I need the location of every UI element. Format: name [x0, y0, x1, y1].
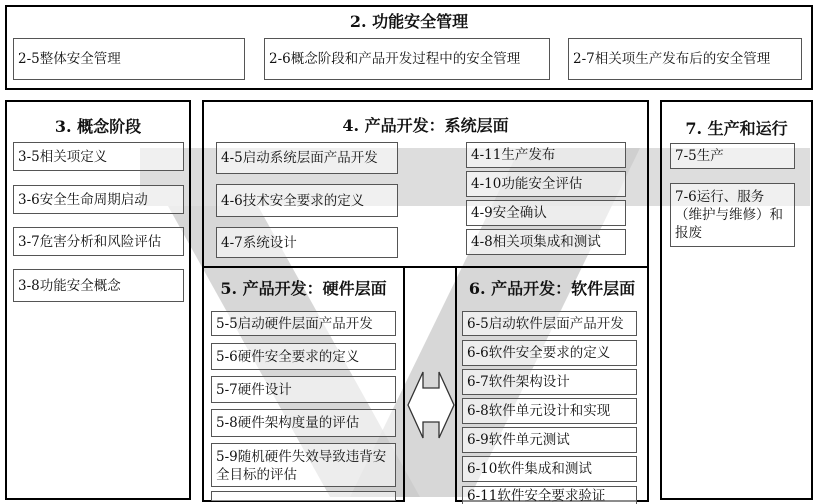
sec3-title: 3. 概念阶段 [54, 117, 142, 136]
sec4-right-item-1: 4-11生产发布 [466, 142, 626, 168]
sec2-item-overall: 2-5整体安全管理 [13, 38, 245, 80]
sec5-item-4: 5-8硬件架构度量的评估 [211, 409, 396, 437]
sec7-item-2: 7-6运行、服务（维护与维修）和报废 [670, 183, 795, 247]
sec3-item-2: 3-6安全生命周期启动 [13, 185, 184, 214]
sec5-item-1: 5-5启动硬件层面产品开发 [211, 311, 396, 336]
sec7-title: 7. 生产和运行 [685, 119, 788, 138]
sec3-item-4: 3-8功能安全概念 [13, 269, 184, 302]
sec5-item-cutoff [211, 491, 396, 501]
sec4-right-item-4: 4-8相关项集成和测试 [466, 229, 626, 255]
sec7-item-1: 7-5生产 [670, 143, 795, 169]
sec2-item-concept-dev: 2-6概念阶段和产品开发过程中的安全管理 [264, 38, 550, 80]
sec6-item-4: 6-8软件单元设计和实现 [462, 398, 637, 424]
sec2-title: 2. 功能安全管理 [349, 12, 469, 31]
sec4-right-item-2: 4-10功能安全评估 [466, 171, 626, 197]
sec4-left-item-3: 4-7系统设计 [216, 227, 398, 258]
sec6-title: 6. 产品开发：软件层面 [468, 279, 636, 298]
double-arrow-icon [407, 370, 455, 440]
sec6-item-6: 6-10软件集成和测试 [462, 456, 637, 482]
sec4-title: 4. 产品开发：系统层面 [342, 116, 509, 135]
sec5-title: 5. 产品开发：硬件层面 [220, 279, 387, 298]
sec6-item-2: 6-6软件安全要求的定义 [462, 340, 637, 366]
sec6-item-5: 6-9软件单元测试 [462, 427, 637, 453]
sec6-item-1: 6-5启动软件层面产品开发 [462, 311, 637, 336]
sec6-item-7: 6-11软件安全要求验证 [462, 486, 637, 504]
sec3-item-1: 3-5相关项定义 [13, 142, 184, 171]
sec3-item-3: 3-7危害分析和风险评估 [13, 227, 184, 256]
sec5-item-2: 5-6硬件安全要求的定义 [211, 343, 396, 370]
sec5-item-5: 5-9随机硬件失效导致违背安全目标的评估 [211, 443, 396, 487]
sec5-item-3: 5-7硬件设计 [211, 376, 396, 403]
sec4-right-item-3: 4-9安全确认 [466, 200, 626, 226]
sec6-item-3: 6-7软件架构设计 [462, 369, 637, 395]
sec2-item-post-release: 2-7相关项生产发布后的安全管理 [568, 38, 802, 80]
sec4-left-item-2: 4-6技术安全要求的定义 [216, 184, 398, 217]
sec4-left-item-1: 4-5启动系统层面产品开发 [216, 142, 398, 174]
